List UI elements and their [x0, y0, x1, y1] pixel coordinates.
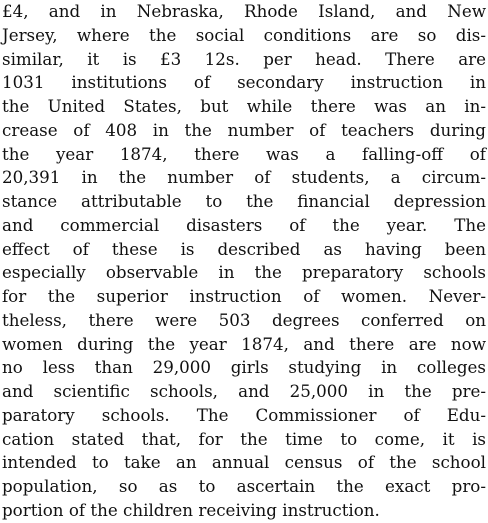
text-line: 1031 institutions of secondary instruction in — [2, 72, 486, 93]
text-line: for the superior instruction of women. Never- — [2, 286, 486, 306]
text-line: population, so as to ascertain the exact pro- — [2, 476, 486, 496]
text-line: the year 1874, there was a falling-off of — [2, 143, 486, 164]
text-line: women during the year 1874, and there are now — [2, 333, 486, 354]
text-line: 20,391 in the number of students, a circum- — [2, 167, 486, 188]
text-line: £4, and in Nebraska, Rhode Island, and New — [2, 1, 486, 21]
text-line: stance attributable to the financial depression — [2, 191, 486, 211]
text-line: paratory schools. The Commissioner of Edu- — [2, 404, 486, 425]
text-line: no less than 29,000 girls studying in colleges — [2, 357, 486, 378]
text-line: cation stated that, for the time to come, it is — [2, 428, 486, 449]
text-line: crease of 408 in the number of teachers during — [2, 119, 486, 140]
text-line: and commercial disasters of the year. The — [2, 214, 486, 235]
text-line: intended to take an annual census of the school — [2, 452, 486, 473]
body-paragraph — [2, 0, 486, 523]
text-line: similar, it is £3 12s. per head. There are — [2, 48, 486, 69]
text-line: portion of the children receiving instruction. — [2, 499, 380, 520]
text-line: especially observable in the preparatory schools — [2, 262, 486, 283]
text-line: Jersey, where the social conditions are so dis- — [2, 24, 486, 45]
text-line: effect of these is described as having been — [2, 238, 486, 259]
text-line: the United States, but while there was an in- — [2, 96, 486, 116]
text-line: and scientific schools, and 25,000 in the pre- — [2, 381, 486, 401]
text-line: theless, there were 503 degrees conferred on — [2, 309, 486, 330]
